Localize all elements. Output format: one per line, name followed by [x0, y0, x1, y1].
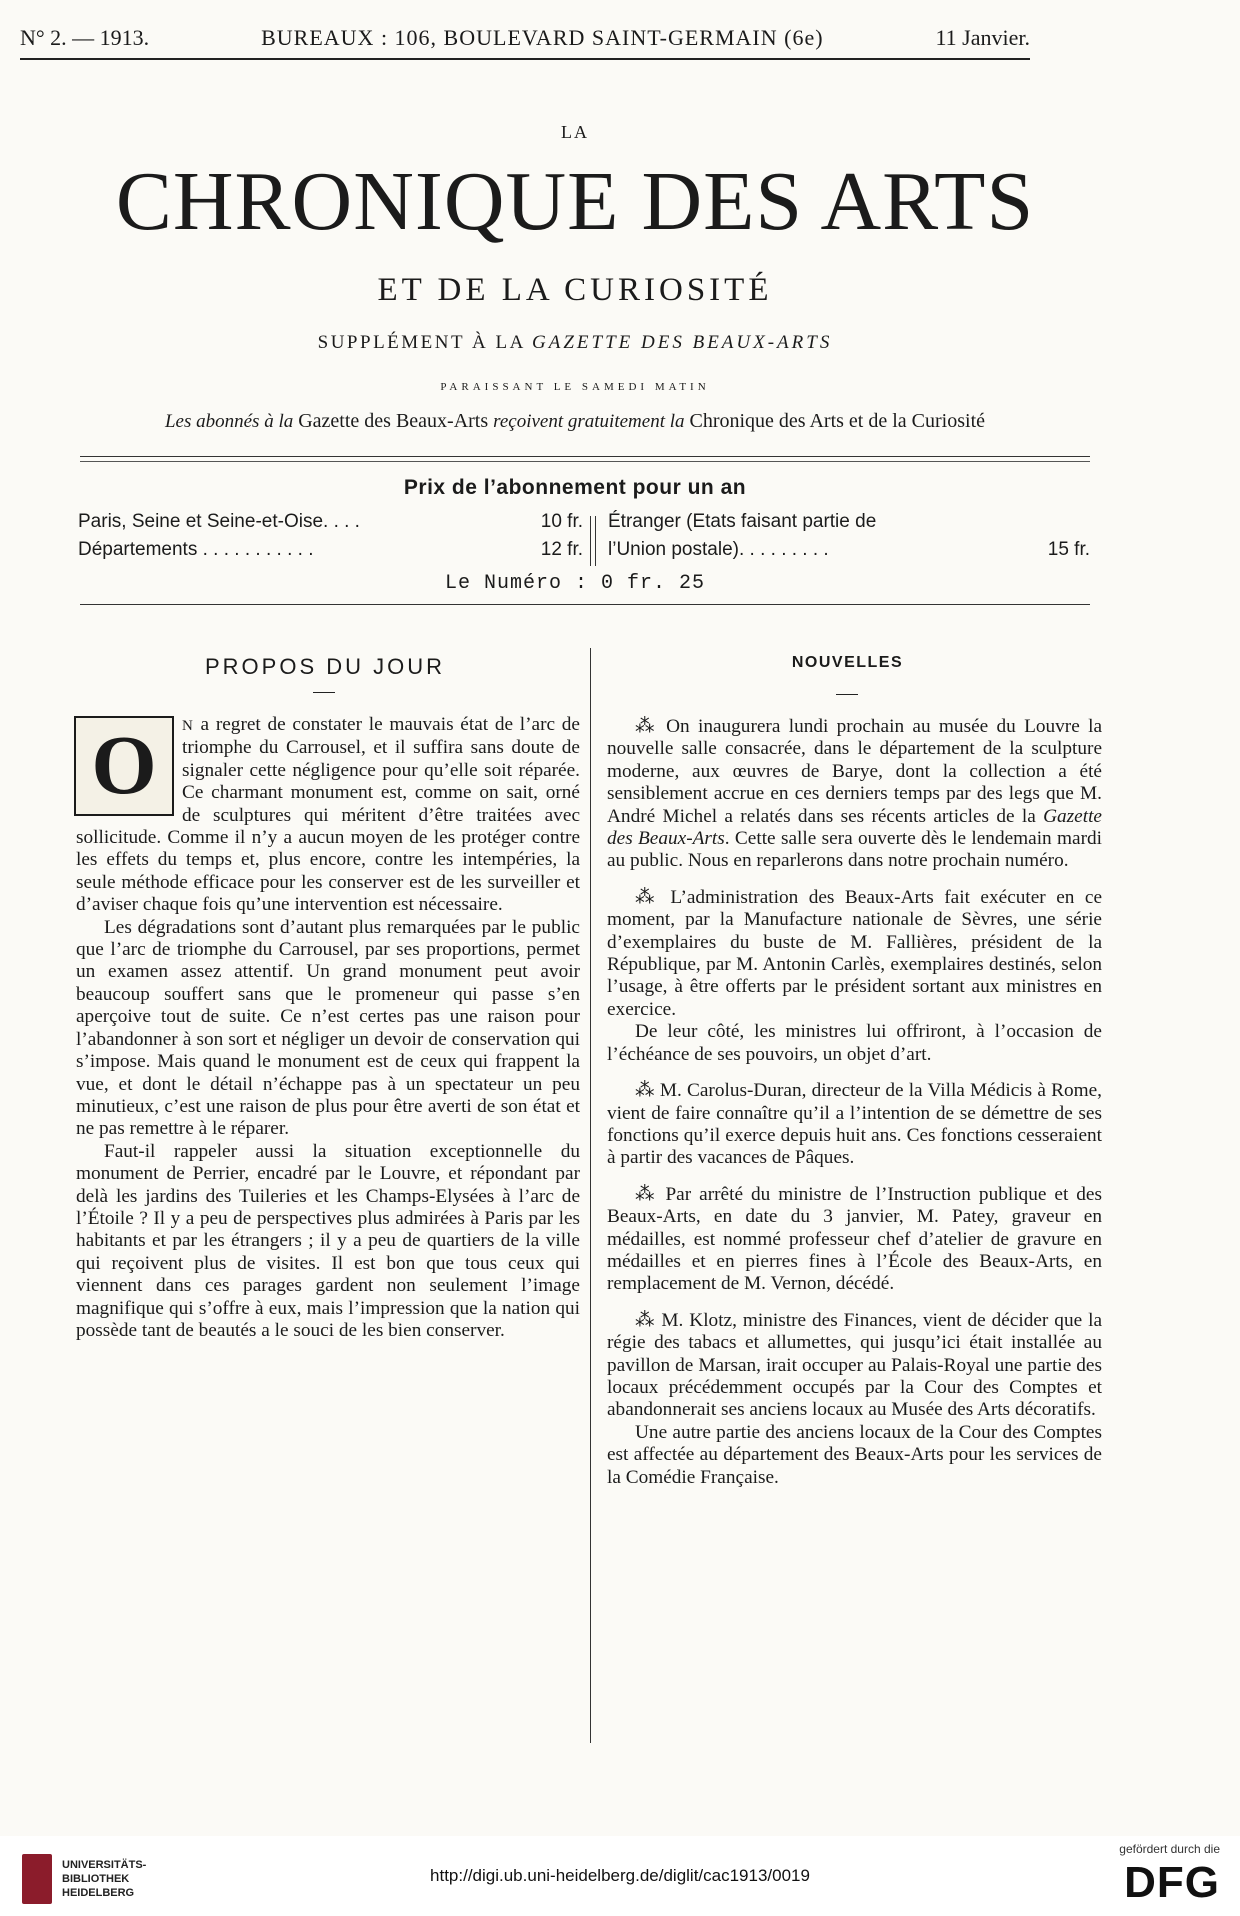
supplement-gazette: GAZETTE DES BEAUX-ARTS	[532, 332, 833, 353]
numero-price: Le Numéro : 0 fr. 25	[444, 572, 706, 595]
subscription-heading: Prix de l’abonnement pour un an	[403, 476, 747, 499]
bureaux-address: BUREAUX : 106, BOULEVARD SAINT-GERMAIN (6e)	[261, 25, 824, 50]
top-bar	[20, 22, 1030, 54]
paris-label: Paris, Seine et Seine-et-Oise. . . .	[78, 511, 360, 532]
issue-date: 11 Janvier.	[935, 25, 1030, 50]
library-line-1: UNIVERSITÄTS-	[62, 1859, 147, 1871]
subscription-departements	[78, 536, 583, 564]
library-line-3: HEIDELBERG	[62, 1887, 135, 1899]
news-5-text: M. Klotz, ministre des Finances, vient de décider que la régie des tabacs et allumettes, qui jusqu’ici était installée au pavillon de Marsan, irait occuper au Palais-Royal une partie des locaux précédemment occupés par la Cour des Comptes et abandonnerait ses anciens locaux au Musée des Arts décoratifs.	[607, 1309, 1103, 1421]
news-item-4	[607, 1184, 1102, 1296]
subscription-paris	[78, 508, 583, 536]
funded-by-label: gefördert durch die	[1119, 1842, 1220, 1856]
news-marker-1: ⁂	[635, 716, 658, 737]
source-url-link[interactable]: http://digi.ub.uni-heidelberg.de/diglit/cac1913/0019	[430, 1866, 810, 1885]
masthead-subtitle: ET DE LA CURIOSITÉ	[377, 272, 773, 308]
subscription-divider-1	[590, 516, 591, 566]
nouvelles-heading: NOUVELLES	[791, 654, 904, 671]
masthead-title: CHRONIQUE DES ARTS	[115, 155, 1035, 248]
nouvelles-column	[607, 716, 1102, 1503]
union-row	[608, 536, 1090, 564]
dfg-logo[interactable]: DFG	[1124, 1858, 1220, 1907]
news-item-2-cont: De leur côté, les ministres lui offriront, à l’occasion de l’échéance de ses pouvoirs, un objet d’art.	[607, 1021, 1102, 1065]
news-item-2	[607, 887, 1102, 1021]
news-1-b: . Cette salle sera ouverte dès le lendemain mardi au public. Nous en reparlerons dans notre prochain numéro.	[607, 828, 1102, 872]
subscription-divider-2	[595, 516, 596, 566]
etranger-price: 15 fr.	[1047, 539, 1090, 560]
news-item-5-cont: Une autre partie des anciens locaux de la Cour des Comptes est affectée au département des Beaux-Arts pour les services de la Comédie Française.	[607, 1421, 1102, 1488]
departements-label: Départements . . . . . . . . . . .	[78, 539, 314, 560]
etranger-label: Étranger (Etats faisant partie de	[608, 511, 877, 532]
nouvelles-dash	[836, 694, 858, 695]
digitization-footer	[0, 1836, 1240, 1916]
union-label: l’Union postale). . . . . . . . .	[608, 539, 829, 560]
news-item-5	[607, 1310, 1102, 1422]
departements-price: 12 fr.	[540, 539, 583, 560]
news-1-gazette: Gazette des Beaux-Arts	[607, 805, 1102, 850]
news-1-a: On inaugurera lundi prochain au musée du Louvre la nouvelle salle consacrée, dans le département de la sculpture moderne, aux œuvres de Barye, dont la collection a été sensiblement accrue en ces derniers temps par des legs que M. André Michel a relatés dans ses récents articles de la	[607, 716, 1103, 827]
propos-column	[76, 714, 580, 1342]
supplement-prefix: SUPPLÉMENT À LA	[317, 332, 525, 353]
propos-heading: PROPOS DU JOUR	[204, 654, 446, 679]
news-item-3	[607, 1080, 1102, 1170]
news-item-1	[607, 716, 1102, 873]
news-2-text: L’administration des Beaux-Arts fait exécuter en ce moment, par la Manufacture nationale de Sèvres, une série d’exemplaires du buste de M. Fallières, président de la République, par M. Antonin Carlès, exemplaires destinés, selon l’usage, à être offerts par le président sortant aux ministres en exercice.	[607, 886, 1102, 1020]
propos-p1-text: a regret de constater le mauvais état de l’arc de triomphe du Carrousel, et il suffira sans doute de signaler cette négligence pour qu’elle soit réparée. Ce charmant monument est, comme on sait, orné de sculptures qui méritent d’être traitées avec sollicitude. Comme il n’y a aucun moyen de les protéger contre les effets du temps et, plus encore, contre les intempéries, la seule méthode efficace pour les conserver est de les surveiller et d’aviser chaque fois qu’une intervention est nécessaire.	[76, 714, 580, 916]
subscription-etranger	[608, 508, 1090, 564]
dropcap-lead: N	[182, 718, 194, 734]
paris-price: 10 fr.	[540, 511, 583, 532]
column-divider	[590, 648, 591, 1743]
etranger-row	[608, 508, 1090, 536]
dropcap-letter: O	[91, 719, 157, 812]
news-3-text: M. Carolus-Duran, directeur de la Villa Médicis à Rome, vient de faire connaître qu’il a l’intention de se démettre de ses fonctions qu’il exerce depuis huit ans. Ces fonctions cesseraient à partir des vacances de Pâques.	[607, 1080, 1102, 1169]
news-marker-2: ⁂	[635, 886, 660, 908]
abonnes-part-1: Les abonnés à la	[164, 411, 294, 432]
abonnes-line	[0, 410, 1150, 433]
dropcap-ornament	[74, 716, 174, 816]
propos-paragraph-1	[76, 714, 580, 917]
rule-upper	[80, 456, 1090, 457]
library-line-2: BIBLIOTHEK	[62, 1873, 130, 1885]
news-marker-5: ⁂	[635, 1309, 656, 1331]
masthead-la: LA	[561, 122, 589, 142]
subscription-france	[78, 508, 583, 564]
paraissant-line: PARAISSANT LE SAMEDI MATIN	[440, 381, 710, 393]
propos-paragraph-2: Les dégradations sont d’autant plus remarquées par le public que l’arc de triomphe du Carrousel, par ses proportions, permet un examen assez attentif. Un grand monument peut avoir beaucoup souffert sans que le promeneur qui passe s’en aperçoive tout de suite. Ce n’est certes pas une raison pour l’abandonner à son sort et négliger un devoir de conservation qui s’impose. Mais quand le monument est de ceux qui frappent la vue, et dont le détail n’échappe pas à un spectateur un peu minutieux, c’est une raison de plus pour être averti de son état et ne pas remettre à le réparer.	[76, 916, 580, 1140]
top-rule	[20, 58, 1030, 60]
abonnes-part-3: reçoivent gratuitement la	[493, 411, 685, 432]
abonnes-part-4: Chronique des Arts et de la Curiosité	[689, 410, 986, 432]
news-marker-4: ⁂	[635, 1183, 658, 1205]
propos-dash	[313, 692, 335, 693]
issue-number: N° 2. — 1913.	[20, 25, 150, 50]
propos-paragraph-3: Faut-il rappeler aussi la situation exceptionnelle du monument de Perrier, encadré par le Louvre, et répondant par delà les jardins des Tuileries et les Champs-Elysées à l’arc de l’Étoile ? Il y a peu de perspectives plus admirées à Paris par les habitants et par les étrangers ; il y a peu de quartiers de la ville qui reçoivent plus de visites. Il est bon que tous ceux qui viennent dans ces parages gardent non seulement l’image magnifique qui s’offre à eux, mais l’impression que la nation qui possède tant de beautés a le souci de les bien conserver.	[76, 1140, 580, 1341]
news-marker-3: ⁂	[635, 1080, 655, 1102]
news-4-text: Par arrêté du ministre de l’Instruction publique et des Beaux-Arts, en date du 3 janvier, M. Patey, graveur en médailles, est nommé professeur chef d’atelier de gravure en médailles et en pierres fines à l’École des Beaux-Arts, en remplacement de M. Vernon, décédé.	[607, 1183, 1102, 1295]
supplement-line	[0, 332, 1150, 354]
abonnes-part-2: Gazette des Beaux-Arts	[298, 410, 489, 432]
rule-upper-thin	[80, 461, 1090, 462]
rule-lower	[80, 604, 1090, 605]
